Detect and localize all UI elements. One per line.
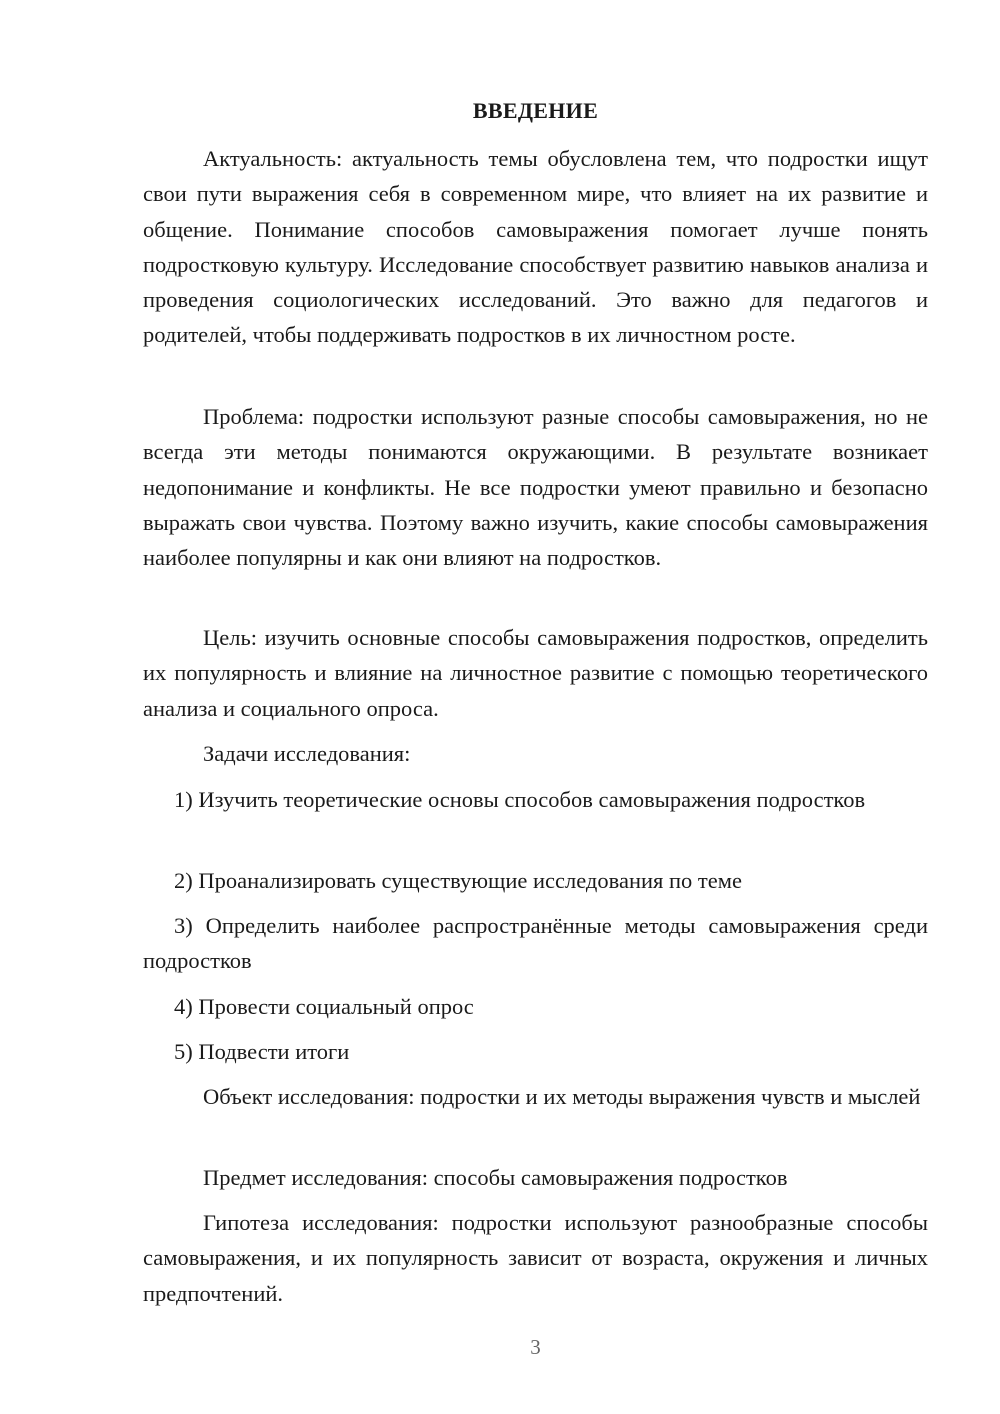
- paragraph-goal: Цель: изучить основные способы самовыражения подростков, определить их популярность и влияние на личностное развитие с помощью теоретического анализа и социального опроса.: [143, 625, 928, 721]
- task-item-4: 4) Провести социальный опрос: [174, 994, 474, 1019]
- paragraph-hypothesis: Гипотеза исследования: подростки используют разнообразные способы самовыражения, и их популярность зависит от возраста, окружения и личных предпочтений.: [143, 1210, 928, 1306]
- task-item-5: 5) Подвести итоги: [174, 1039, 350, 1064]
- paragraph-problem: Проблема: подростки используют разные способы самовыражения, но не всегда эти методы понимаются окружающими. В результате возникает недопонимание и конфликты. Не все подростки умеют правильно и безопасно выражать свои чувства. Поэтому важно изучить, какие способы самовыражения наиболее популярны и как они влияют на подростков.: [143, 404, 928, 571]
- tasks-heading: Задачи исследования:: [203, 741, 411, 766]
- section-heading: ВВЕДЕНИЕ: [472, 98, 599, 123]
- paragraph-object: Объект исследования: подростки и их методы выражения чувств и мыслей: [203, 1084, 921, 1109]
- page-number: 3: [530, 1335, 541, 1359]
- paragraph-relevance: Актуальность: актуальность темы обусловлена тем, что подростки ищут свои пути выражения себя в современном мире, что влияет на их развитие и общение. Понимание способов самовыражения помогает лучше понять подростковую культуру. Исследование способствует развитию навыков анализа и проведения социологических исследований. Это важно для педагогов и родителей, чтобы поддерживать подростков в их личностном росте.: [143, 146, 928, 348]
- task-item-2: 2) Проанализировать существующие исследования по теме: [174, 868, 742, 893]
- task-item-3: 3) Определить наиболее распространённые методы самовыражения среди подростков: [143, 913, 928, 974]
- task-item-1: 1) Изучить теоретические основы способов самовыражения подростков: [174, 787, 866, 812]
- paragraph-subject: Предмет исследования: способы самовыражения подростков: [203, 1165, 788, 1190]
